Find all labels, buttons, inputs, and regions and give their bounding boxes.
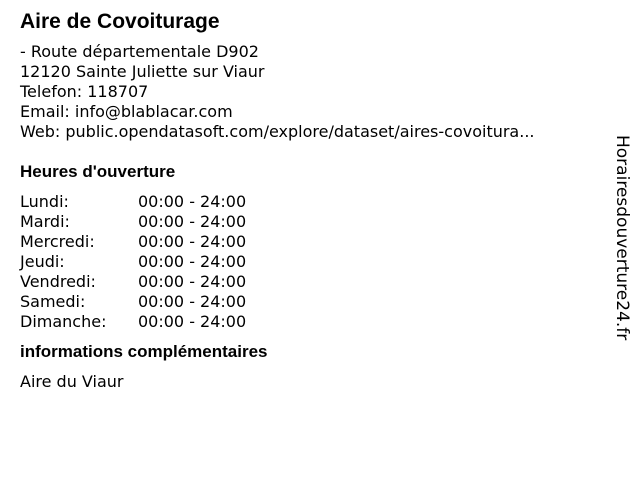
hours-row-sunday bbox=[20, 312, 246, 332]
site-watermark: Horairesdouverture24.fr bbox=[612, 135, 632, 341]
hours-row-monday bbox=[20, 192, 246, 212]
place-card bbox=[20, 10, 600, 392]
city-line: 12120 Sainte Juliette sur Viaur bbox=[20, 62, 265, 81]
hours-row-saturday bbox=[20, 292, 246, 312]
time-range: 00:00 - 24:00 bbox=[138, 292, 247, 311]
place-title: Aire de Covoiturage bbox=[20, 10, 220, 33]
hours-row-friday bbox=[20, 272, 246, 292]
time-range: 00:00 - 24:00 bbox=[138, 252, 247, 271]
day-label: Mardi: bbox=[20, 212, 70, 231]
hours-heading: Heures d'ouverture bbox=[20, 162, 176, 181]
time-range: 00:00 - 24:00 bbox=[138, 312, 247, 331]
address-line: - Route départementale D902 bbox=[20, 42, 259, 61]
time-range: 00:00 - 24:00 bbox=[138, 212, 247, 231]
day-label: Jeudi: bbox=[20, 252, 65, 271]
phone-line[interactable]: Telefon: 118707 bbox=[20, 82, 149, 101]
info-heading: informations complémentaires bbox=[20, 342, 268, 361]
info-text: Aire du Viaur bbox=[20, 372, 124, 391]
time-range: 00:00 - 24:00 bbox=[138, 192, 247, 211]
day-label: Samedi: bbox=[20, 292, 86, 311]
hours-row-thursday bbox=[20, 252, 246, 272]
hours-row-wednesday bbox=[20, 232, 246, 252]
time-range: 00:00 - 24:00 bbox=[138, 232, 247, 251]
opening-hours-table bbox=[20, 192, 246, 332]
time-range: 00:00 - 24:00 bbox=[138, 272, 247, 291]
email-line[interactable]: Email: info@blablacar.com bbox=[20, 102, 233, 121]
day-label: Dimanche: bbox=[20, 312, 107, 331]
web-line[interactable]: Web: public.opendatasoft.com/explore/dataset/aires-covoitura... bbox=[20, 122, 535, 141]
day-label: Mercredi: bbox=[20, 232, 95, 251]
day-label: Lundi: bbox=[20, 192, 69, 211]
day-label: Vendredi: bbox=[20, 272, 96, 291]
hours-row-tuesday bbox=[20, 212, 246, 232]
